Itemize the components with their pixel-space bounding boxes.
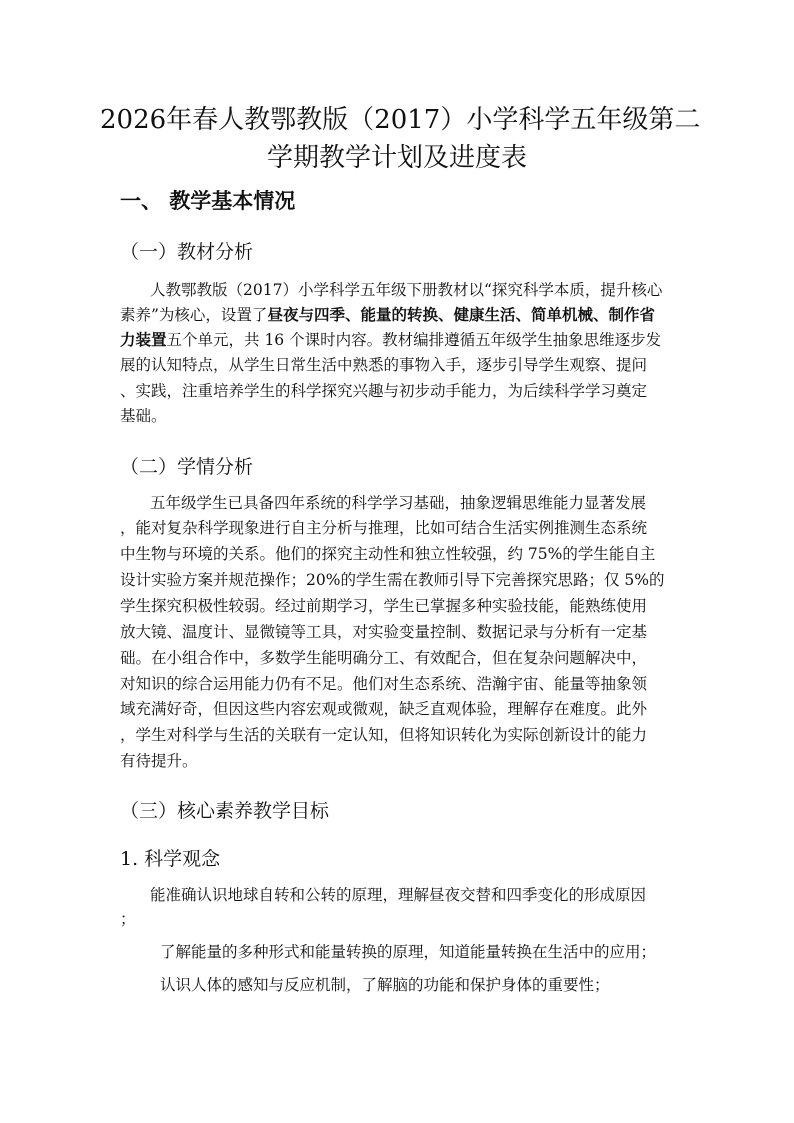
unit-list-emphasis: 昼夜与四季、能量的转换、健康生活、简单机械、制作省 — [267, 305, 655, 324]
paragraph-line — [120, 329, 676, 351]
goal-line: ； — [120, 910, 136, 928]
paragraph-line: 域充满好奇，但因这些内容宏观或微观，缺乏直观体验，理解存在难度。此外 — [120, 700, 648, 718]
goal-line: 了解能量的多种形式和能量转换的原理，知道能量转换在生活中的应用； — [160, 943, 657, 961]
paragraph-line: 人教鄂教版（2017）小学科学五年级下册教材以“探究科学本质，提升核心 — [150, 281, 663, 299]
item-heading-scientific-concepts: 1. 科学观念 — [120, 848, 221, 870]
paragraph-line — [120, 304, 676, 326]
paragraph-line: 学生探究积极性较弱。经过前期学习，学生已掌握多种实验技能，能熟练使用 — [120, 597, 648, 615]
paragraph-line: 基础。 — [120, 407, 167, 425]
paragraph-line: 设计实验方案并规范操作；20%的学生需在教师引导下完善探究思路；仅 5%的 — [120, 571, 665, 589]
subsection-heading-core-literacy-goals: （三）核心素养教学目标 — [120, 800, 330, 822]
paragraph-line: 展的认知特点，从学生日常生活中熟悉的事物入手，逐步引导学生观察、提问 — [120, 356, 648, 374]
subsection-heading-textbook-analysis: （一）教材分析 — [120, 241, 254, 263]
document-title-line-2: 学期教学计划及进度表 — [266, 143, 527, 173]
paragraph-line: 五年级学生已具备四年系统的科学学习基础，抽象逻辑思维能力显著发展 — [150, 494, 647, 512]
unit-list-emphasis: 力装置 — [120, 330, 167, 349]
section-heading-basic-info: 一、 教学基本情况 — [120, 188, 296, 213]
paragraph-line: 中生物与环境的关系。他们的探究主动性和独立性较强，约 75%的学生能自主 — [120, 545, 656, 563]
document-title-line-1: 2026年春人教鄂教版（2017）小学科学五年级第二 — [100, 105, 701, 135]
goal-line: 认识人体的感知与反应机制，了解脑的功能和保护身体的重要性； — [160, 976, 610, 994]
paragraph-line: ，学生对科学与生活的关联有一定认知，但将知识转化为实际创新设计的能力 — [120, 726, 648, 744]
paragraph-text: 五个单元，共 16 个课时内容。教材编排遵循五年级学生抽象思维逐步发 — [166, 331, 662, 349]
paragraph-line: 放大镜、温度计、显微镜等工具，对实验变量控制、数据记录与分析有一定基 — [120, 623, 648, 641]
paragraph-text: 素养”为核心，设置了 — [120, 306, 268, 324]
paragraph-line: ，能对复杂科学现象进行自主分析与推理，比如可结合生活实例推测生态系统 — [120, 519, 648, 537]
paragraph-line: 有待提升。 — [120, 752, 198, 770]
paragraph-line: 对知识的综合运用能力仍有不足。他们对生态系统、浩瀚宇宙、能量等抽象领 — [120, 675, 648, 693]
paragraph-line: 础。在小组合作中，多数学生能明确分工、有效配合，但在复杂问题解决中， — [120, 649, 648, 667]
subsection-heading-student-analysis: （二）学情分析 — [120, 456, 254, 478]
goal-line: 能准确认识地球自转和公转的原理，理解昼夜交替和四季变化的形成原因 — [150, 886, 647, 904]
paragraph-line: 、实践，注重培养学生的科学探究兴趣与初步动手能力，为后续科学学习奠定 — [120, 382, 648, 400]
